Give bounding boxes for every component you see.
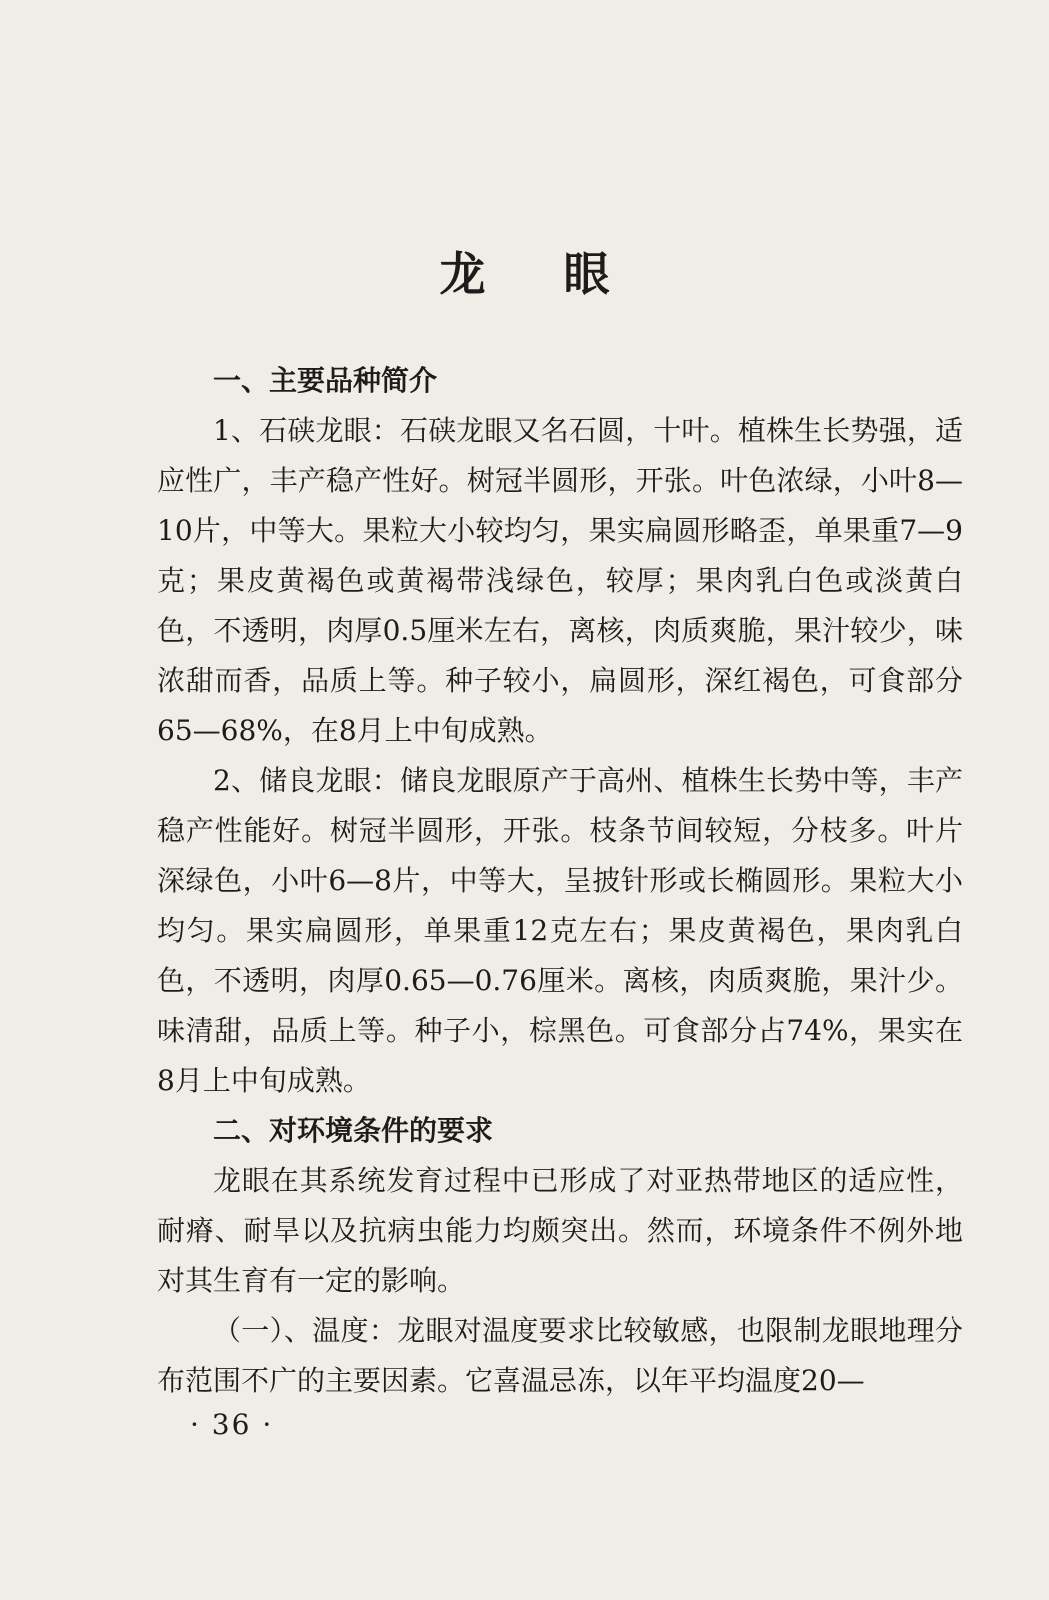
paragraph-temperature: （一）、温度：龙眼对温度要求比较敏感，也限制龙眼地理分布范围不广的主要因素。它喜温忌冻，以年平均温度20— <box>157 1314 963 1397</box>
page-number: · 36 · <box>190 1408 274 1441</box>
section-heading-varieties: 一、主要品种简介 <box>213 364 438 397</box>
title-char-2: 眼 <box>563 247 610 301</box>
section-heading-environment: 二、对环境条件的要求 <box>213 1114 494 1147</box>
paragraph-environment-intro: 龙眼在其系统发育过程中已形成了对亚热带地区的适应性，耐瘠、耐旱以及抗病虫能力均颇突出。然而，环境条件不例外地对其生育有一定的影响。 <box>157 1164 963 1297</box>
paragraph-shixia-longan: 1、石硖龙眼：石硖龙眼又名石圆，十叶。植株生长势强，适应性广，丰产稳产性好。树冠半圆形，开张。叶色浓绿，小叶8—10片，中等大。果粒大小较均匀，果实扁圆形略歪，单果重7—9克；果皮黄褐色或黄褐带浅绿色，较厚；果肉乳白色或淡黄白色，不透明，肉厚0.5厘米左右，离核，肉质爽脆，果汁较少，味浓甜而香，品质上等。种子较小，扁圆形，深红褐色，可食部分65—68%，在8月上中旬成熟。 <box>157 414 963 747</box>
paragraph-chuliang-longan: 2、储良龙眼：储良龙眼原产于高州、植株生长势中等，丰产稳产性能好。树冠半圆形，开张。枝条节间较短，分枝多。叶片深绿色，小叶6—8片，中等大，呈披针形或长椭圆形。果粒大小均匀。果实扁圆形，单果重12克左右；果皮黄褐色，果肉乳白色，不透明，肉厚0.65—0.76厘米。离核，肉质爽脆，果汁少。味清甜，品质上等。种子小，棕黑色。可食部分占74%，果实在8月上中旬成熟。 <box>157 764 963 1097</box>
title-char-1: 龙 <box>439 247 486 301</box>
document-body <box>157 356 963 1406</box>
page-title <box>0 238 1049 304</box>
